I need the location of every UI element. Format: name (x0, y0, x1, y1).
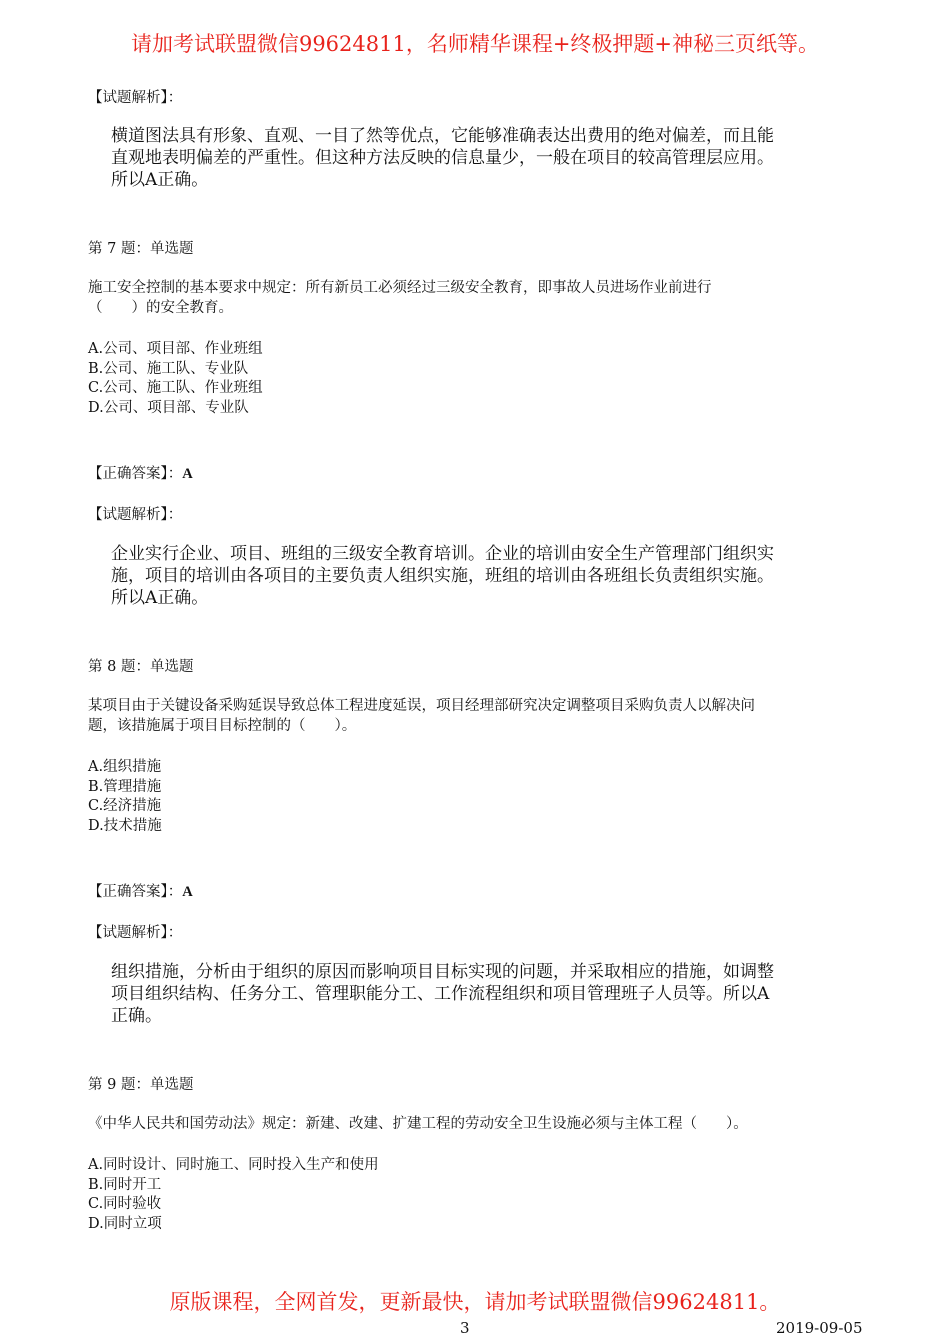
page-date: 2019-09-05 (776, 1319, 863, 1337)
question-8-answer (88, 880, 193, 901)
option-b: B.管理措施 (88, 778, 162, 795)
answer-label: 【正确答案】： (88, 884, 183, 900)
prev-analysis-text (111, 125, 863, 191)
footer-banner: 原版课程，全网首发，更新最快，请加考试联盟微信99624811。 (169, 1290, 781, 1314)
answer-value: A (182, 884, 193, 900)
question-7-answer (88, 462, 193, 483)
question-7-analysis-text (111, 543, 863, 609)
prev-analysis-line: 直观地表明偏差的严重性。但这种方法反映的信息量少，一般在项目的较高管理层应用。 (111, 148, 774, 168)
answer-label: 【正确答案】： (88, 466, 183, 482)
analysis-line: 所以A正确。 (111, 588, 209, 608)
option-a: A.组织措施 (88, 759, 162, 775)
analysis-line: 企业实行企业、项目、班组的三级安全教育培训。企业的培训由安全生产管理部门组织实 (111, 544, 774, 564)
prev-analysis-line: 所以A正确。 (111, 170, 209, 190)
prev-analysis-line: 横道图法具有形象、直观、一目了然等优点，它能够准确表达出费用的绝对偏差，而且能 (111, 126, 774, 146)
question-7-options (88, 340, 263, 418)
analysis-line: 项目组织结构、任务分工、管理职能分工、工作流程组织和项目管理班子人员等。所以A (111, 984, 770, 1004)
question-8-header: 第 8 题：单选题 (88, 659, 194, 675)
stem-line: 《中华人民共和国劳动法》规定：新建、改建、扩建工程的劳动安全卫生设施必须与主体工程（ ）。 (88, 1116, 748, 1132)
option-a: A.公司、项目部、作业班组 (88, 341, 263, 357)
question-9-header: 第 9 题：单选题 (88, 1077, 194, 1093)
question-7-header: 第 7 题：单选题 (88, 241, 194, 257)
question-8-analysis-text (111, 961, 863, 1027)
option-d: D.同时立项 (88, 1215, 162, 1232)
analysis-line: 组织措施，分析由于组织的原因而影响项目目标实现的问题，并采取相应的措施，如调整 (111, 962, 774, 982)
question-7-stem (88, 278, 868, 318)
option-d: D.公司、项目部、专业队 (88, 399, 249, 416)
stem-line: 施工安全控制的基本要求中规定：所有新员工必须经过三级安全教育，即事故人员进场作业前进行 (88, 280, 712, 296)
question-7-analysis-label: 【试题解析】： (88, 507, 183, 523)
stem-line: （ ）的安全教育。 (88, 300, 233, 316)
stem-line: 题，该措施属于项目目标控制的（ ）。 (88, 718, 357, 734)
question-9-options (88, 1156, 379, 1234)
analysis-line: 正确。 (111, 1006, 162, 1026)
header-banner: 请加考试联盟微信99624811，名师精华课程+终极押题+神秘三页纸等。 (130, 32, 820, 56)
page-number: 3 (460, 1319, 470, 1337)
option-d: D.技术措施 (88, 817, 162, 834)
question-9-stem (88, 1114, 868, 1134)
question-8-stem (88, 696, 868, 736)
option-b: B.公司、施工队、专业队 (88, 360, 249, 377)
question-8-analysis-label: 【试题解析】： (88, 925, 183, 941)
option-b: B.同时开工 (88, 1176, 162, 1193)
option-c: C.经济措施 (88, 798, 162, 814)
stem-line: 某项目由于关键设备采购延误导致总体工程进度延误，项目经理部研究决定调整项目采购负责人以解决问 (88, 698, 755, 714)
prev-analysis-label: 【试题解析】： (88, 90, 183, 106)
answer-value: A (182, 466, 193, 482)
option-c: C.同时验收 (88, 1196, 162, 1212)
option-c: C.公司、施工队、作业班组 (88, 380, 263, 396)
analysis-line: 施，项目的培训由各项目的主要负责人组织实施，班组的培训由各班组长负责组织实施。 (111, 566, 774, 586)
question-8-options (88, 758, 162, 836)
option-a: A.同时设计、同时施工、同时投入生产和使用 (88, 1157, 379, 1173)
